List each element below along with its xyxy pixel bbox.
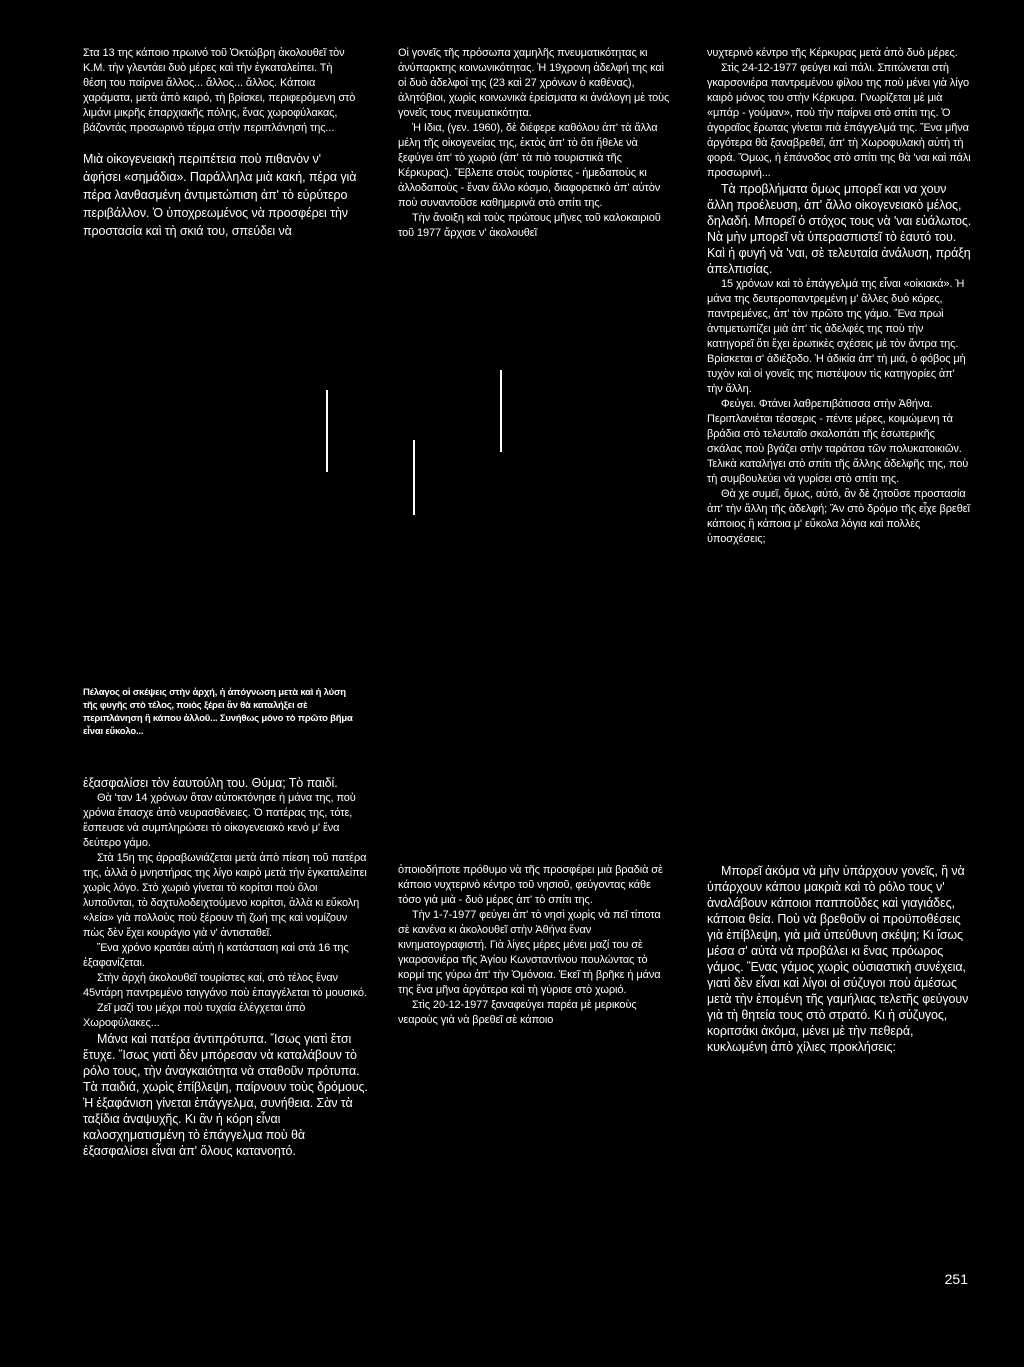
paragraph: Θὰ χε συμεῖ, ὅμως, αὐτό, ἂν δὲ ζητοῦσε προστασία ἀπ' τὴν ἄλλη τῆς ἀδελφή; Ἂν στὸ δρόμο τῆς εἶχε βρεθεῖ κάποιος ἢ κάποια μ' εὔκολα λόγια καὶ πολλὲς ὑποσχέσεις; — [707, 488, 970, 545]
column-c-bottom — [707, 863, 972, 1055]
paragraph: Θὰ 'ταν 14 χρόνων ὅταν αὐτοκτόνησε ἡ μάνα της, ποὺ χρόνια ἔπασχε ἀπὸ νευρασθένειες. Ὁ πατέρας της, τότε, ἔσπευσε νὰ συμπληρώσει τὸ οἰκογενειακὸ κενὸ μ' ἕνα δεύτερο γάμο. — [83, 792, 356, 849]
paragraph: Οἱ γονεῖς τῆς πρόσωπα χαμηλῆς πνευματικότητας κι ἀνύπαρκτης κοινωνικότητας. Ἡ 19χρονη ἀδελφή της καὶ οἱ δυὸ ἀδελφοί της (23 καὶ 27 χρόνων ὁ καθένας), ἀλητόβιοι, χωρὶς κοινωνικὰ ἐρείσματα κι ἀνάλογη μὲ τοὺς γονεῖς τους πνευματικότητα. — [398, 47, 670, 119]
paragraph: Φεύγει. Φτάνει λαθρεπιβάτισσα στὴν Ἀθήνα. Περιπλανιέται τέσσερις - πέντε μέρες, κοιμώμενη τὰ βράδια στὸ τελευταῖο σκαλοπάτι τῆς ἐσωτερικῆς σκάλας ποὺ βγάζει στὴν ταράτσα τῶν πολυκατοικιῶν. Τελικὰ καταλήγει στὸ σπίτι τῆς ἄλλης ἀδελφῆς της, ποὺ τὴ συμβουλεύει νὰ γυρίσει στὸ σπίτι της. — [707, 398, 969, 485]
paragraph: Ἡ Ιδια, (γεν. 1960), δὲ διέφερε καθόλου ἀπ' τὰ ἄλλα μέλη τῆς οἰκογενείας της, ἐκτὸς ἀπ' τὸ ὅτι ἤθελε νὰ ξεφύγει ἀπ' τὸ χωριὸ (ἀπ' τὰ πιὸ τουριστικὰ τῆς Κέρκυρας). Ἔβλεπε στοὺς τουρίστες - ἡμεδαποὺς κι ἀλλοδαποὺς - ἕναν ἄλλο κόσμο, διαφορετικὸ ἀπ' αὐτὸν ποὺ συναντοῦσε καθημερινὰ στὸ σπίτι της. — [398, 122, 661, 209]
paragraph: Τὴν 1-7-1977 φεύγει ἀπ' τὸ νησὶ χωρὶς νὰ πεῖ τίποτα σὲ κανένα κι ἀκολουθεῖ στὴν Ἀθήνα ἕναν κινηματογραφιστή. Γιὰ λίγες μέρες μένει μαζί του σὲ γκαρσονιέρα τῆς Ἁγίου Κωνσταντίνου πουλώντας τὸ κορμί της γύρω ἀπ' τὴν Ὁμόνοια. Ἐκεῖ τὴ βρῆκε ἡ μάνα της ἕνα μῆνα ἀργότερα καὶ τὴ γύρισε στὸ χωριό. — [398, 909, 661, 996]
paragraph: Τὴν ἄνοιξη καὶ τοὺς πρώτους μῆνες τοῦ καλοκαιριοῦ τοῦ 1977 ἄρχισε ν' ἀκολουθεῖ — [398, 212, 661, 239]
paragraph: Ἕνα χρόνο κρατάει αὐτὴ ἡ κατάσταση καὶ στὰ 16 της ἐξαφανίζεται. — [83, 942, 349, 969]
paragraph: Τὰ προβλήματα ὅμως μπορεῖ και να χουν ἄλλη προέλευση, ἀπ' ἄλλο οἰκογενειακὸ μέλος, δηλαδή. Μπορεῖ ὁ στόχος τους νὰ 'ναι εὐάλωτος. Νὰ μὴν μπορεῖ νὰ ὑπερασπιστεῖ τὸ ἑαυτό του. Καὶ ἡ φυγή νὰ 'ναι, σὲ τελευταία ἀνάλυση, πράξη ἀπελπισίας. — [707, 182, 972, 276]
paragraph: 15 χρόνων καὶ τὸ ἐπάγγελμά της εἶναι «οἰκιακά». Ἡ μάνα της δευτεροπαντρεμένη μ' ἄλλες δυὸ κόρες, παντρεμένες, ἀπ' τὸν πρῶτο της γάμο. Ἕνα πρωὶ ἀντιμετωπίζει μιὰ ἀπ' τὶς ἀδελφές της ποὺ τὴν κατηγορεῖ ὅτι ἔχει ἐρωτικὲς σχέσεις μὲ τὸν ἄντρα της. Βρίσκεται σ' ἀδιέξοδο. Ἡ ἀδικία ἀπ' τὴ μιά, ὁ φόβος μὴ τυχὸν καὶ οἱ γονεῖς της πιστέψουν τὶς κατηγορίες ἀπ' τὴν ἄλλη. — [707, 278, 966, 395]
paragraph: Μιὰ οἰκογενειακὴ περιπέτεια ποὺ πιθανὸν ν' ἀφήσει «σημάδια». Παράλληλα μιὰ κακή, πέρα γιὰ πέρα λανθασμένη ἀντιμετώπιση ἀπ' τὸ εὐρύτερο περιβάλλον. Ὁ ὑποχρεωμένος νὰ προσφέρει τὴν προστασία καὶ τὴ σκιά του, σπεύδει νὰ — [83, 152, 357, 238]
paragraph: ὁποιοδήποτε πρόθυμο νὰ τῆς προσφέρει μιὰ βραδιὰ σὲ κάποιο νυχτερινὸ κέντρο τοῦ νησιοῦ, φεύγοντας κάθε τόσο γιὰ μιὰ - δυὸ μέρες ἀπ' τὸ σπίτι της. — [398, 864, 663, 906]
vertical-rule — [500, 370, 502, 452]
paragraph: ἐξασφαλίσει τὸν ἑαυτούλη του. Θύμα; Τὸ παιδί. — [83, 776, 338, 790]
column-c-top — [707, 46, 972, 547]
vertical-rule — [326, 390, 328, 472]
paragraph: Στα 13 της κάποιο πρωινό τοῦ Ὀκτώβρη ἀκολουθεῖ τὸν Κ.Μ. τὴν γλεντάει δυὸ μέρες καὶ τὴν ἐγκαταλείπει. Τὴ θέση του παίρνει ἄλλος... ἄλλος... ἄλλος. Κάποια χαράματα, μετὰ ἀπὸ καιρό, τὴ βρίσκει, περιφερόμενη στὸ λιμάνι μικρῆς ἐπαρχιακῆς πόλης, ἕνας χωροφύλακας, βάζοντάς προσωρινὸ τέρμα στὴν περιπλάνησή της... — [83, 47, 356, 134]
column-a-top — [83, 46, 358, 240]
paragraph: Στὶς 24-12-1977 φεύγει καὶ πάλι. Σπιτώνεται στὴ γκαρσονιέρα παντρεμένου φίλου της ποὺ μένει γιὰ λίγο καιρὸ μόνος του στὴν Κέρκυρα. Γνωρίζεται μὲ μιὰ «μπάρ - γούμαν», ποὺ τὴν παίρνει στὸ σπίτι της. Ὁ ἀγοραῖος ἔρωτας γίνεται πιὰ ἐπάγγελμά της. Ἕνα μῆνα ἀργότερα θὰ ξαναβρεθεῖ, ἀπ' τὴ Χωροφυλακὴ αὐτὴ τὴ φορά. Ὅμως, ἡ ἐπάνοδος στὸ σπίτι της θὰ 'ναι καὶ πάλι προσωρινή... — [707, 62, 971, 179]
column-a-bottom — [83, 775, 368, 1159]
page-number: 251 — [944, 1271, 968, 1287]
paragraph: Στὶς 20-12-1977 ξαναφεύγει παρέα μὲ μερικοὺς νεαροὺς γιὰ νὰ βρεθεῖ σὲ κάποιο — [398, 999, 637, 1026]
paragraph: Ζεῖ μαζί του μέχρι ποὺ τυχαία ἐλέγχεται ἀπὸ Χωροφύλακες... — [83, 1002, 306, 1029]
column-b-top — [398, 46, 670, 241]
column-b-bottom — [398, 863, 670, 1028]
paragraph: Στὴν ἀρχὴ ἀκολουθεῖ τουρίστες καί, στὸ τέλος ἕναν 45ντάρη παντρεμένο τσιγγάνο ποὺ ἐπαγγέλεται τὸ μουσικό. — [83, 972, 367, 999]
vertical-rule — [413, 440, 415, 515]
paragraph: νυχτερινὸ κέντρο τῆς Κέρκυρας μετὰ ἀπὸ δυὸ μέρες. — [707, 47, 958, 59]
paragraph: Μάνα καὶ πατέρα ἀντιπρότυπα. Ἴσως γιατὶ ἔτσι ἔτυχε. Ἴσως γιατὶ δὲν μπόρεσαν νὰ καταλάβουν τὸ ρόλο τους, τὴν ἀναγκαιότητα νὰ σταθοῦν πρότυπα. Τὰ παιδιά, χωρὶς ἐπίβλεψη, παίρνουν τοὺς δρόμους. Ἡ ἐξαφάνιση γίνεται ἐπάγγελμα, συνήθεια. Σὰν τὰ ταξίδια ἀναψυχῆς. Κι ἂν ἡ κόρη εἶναι καλοσχηματισμένη τὸ ἐπάγγελμα ποὺ θὰ ἐξασφαλίσει εἶναι ἀπ' ὅλους κατανοητό. — [83, 1032, 368, 1158]
photo-caption: Πέλαγος οἱ σκέψεις στὴν ἀρχή, ἡ ἀπόγνωση μετὰ καὶ ἡ λύση τῆς φυγῆς στὸ τέλος, ποιὸς ξέρει ἂν θὰ καταλήξει σὲ περιπλάνηση ἢ κάπου ἀλλοῦ... Συνήθως μόνο τὸ πρῶτο βῆμα εἶναι εὔκολο... — [83, 687, 353, 737]
paragraph: Στὰ 15η της ἀρραβωνιάζεται μετὰ ἀπὸ πίεση τοῦ πατέρα της, ἀλλὰ ὁ μνηστήρας της λίγο καιρὸ μετὰ τὴν ἐγκαταλείπει χωρὶς λόγο. Στὸ χωριὸ γίνεται τὸ κορίτσι ποὺ ὅλοι λυποῦνται, τὸ δαχτυλοδειχτούμενο κορίτσι, ἀλλὰ κι εὔκολη «λεία» γιὰ πολλοὺς ποὺ ξέρουν τὴ ζωή της καὶ νομίζουν πὼς δὲν ἔχει κουράγιο γιὰ ν' ἀντισταθεῖ. — [83, 852, 367, 939]
paragraph: Μπορεῖ ἀκόμα νὰ μὴν ὑπάρχουν γονεῖς, ἢ νὰ ὑπάρχουν κάπου μακριὰ καὶ τὸ ρόλο τους ν' ἀναλάβουν κάποιοι παπποῦδες καὶ γιαγιάδες, κάποια θεία. Ποὺ νὰ βρεθοῦν οἱ προϋποθέσεις γιὰ ἐπίβλεψη, γιὰ μιὰ ὑπεύθυνη σκέψη; Κι ἴσως μέσα σ' αὐτὰ νὰ προβάλει κι ἕνας πρόωρος γάμος. Ἕνας γάμος χωρὶς οὐσιαστικὴ συνέχεια, γιατὶ δὲν εἶναι καὶ λίγοι οἱ σύζυγοι ποὺ ἀμέσως μετὰ τὴν ἐπομένη τῆς γαμήλιας τελετῆς φεύγουν γιὰ τὴ θητεία τους στὸ στρατό. Κι ἡ σύζυγος, κοριτσάκι ἀκόμα, μένει μὲ τὴν πεθερά, κυκλωμένη ἀπὸ χίλιες προκλήσεις: — [707, 864, 969, 1054]
